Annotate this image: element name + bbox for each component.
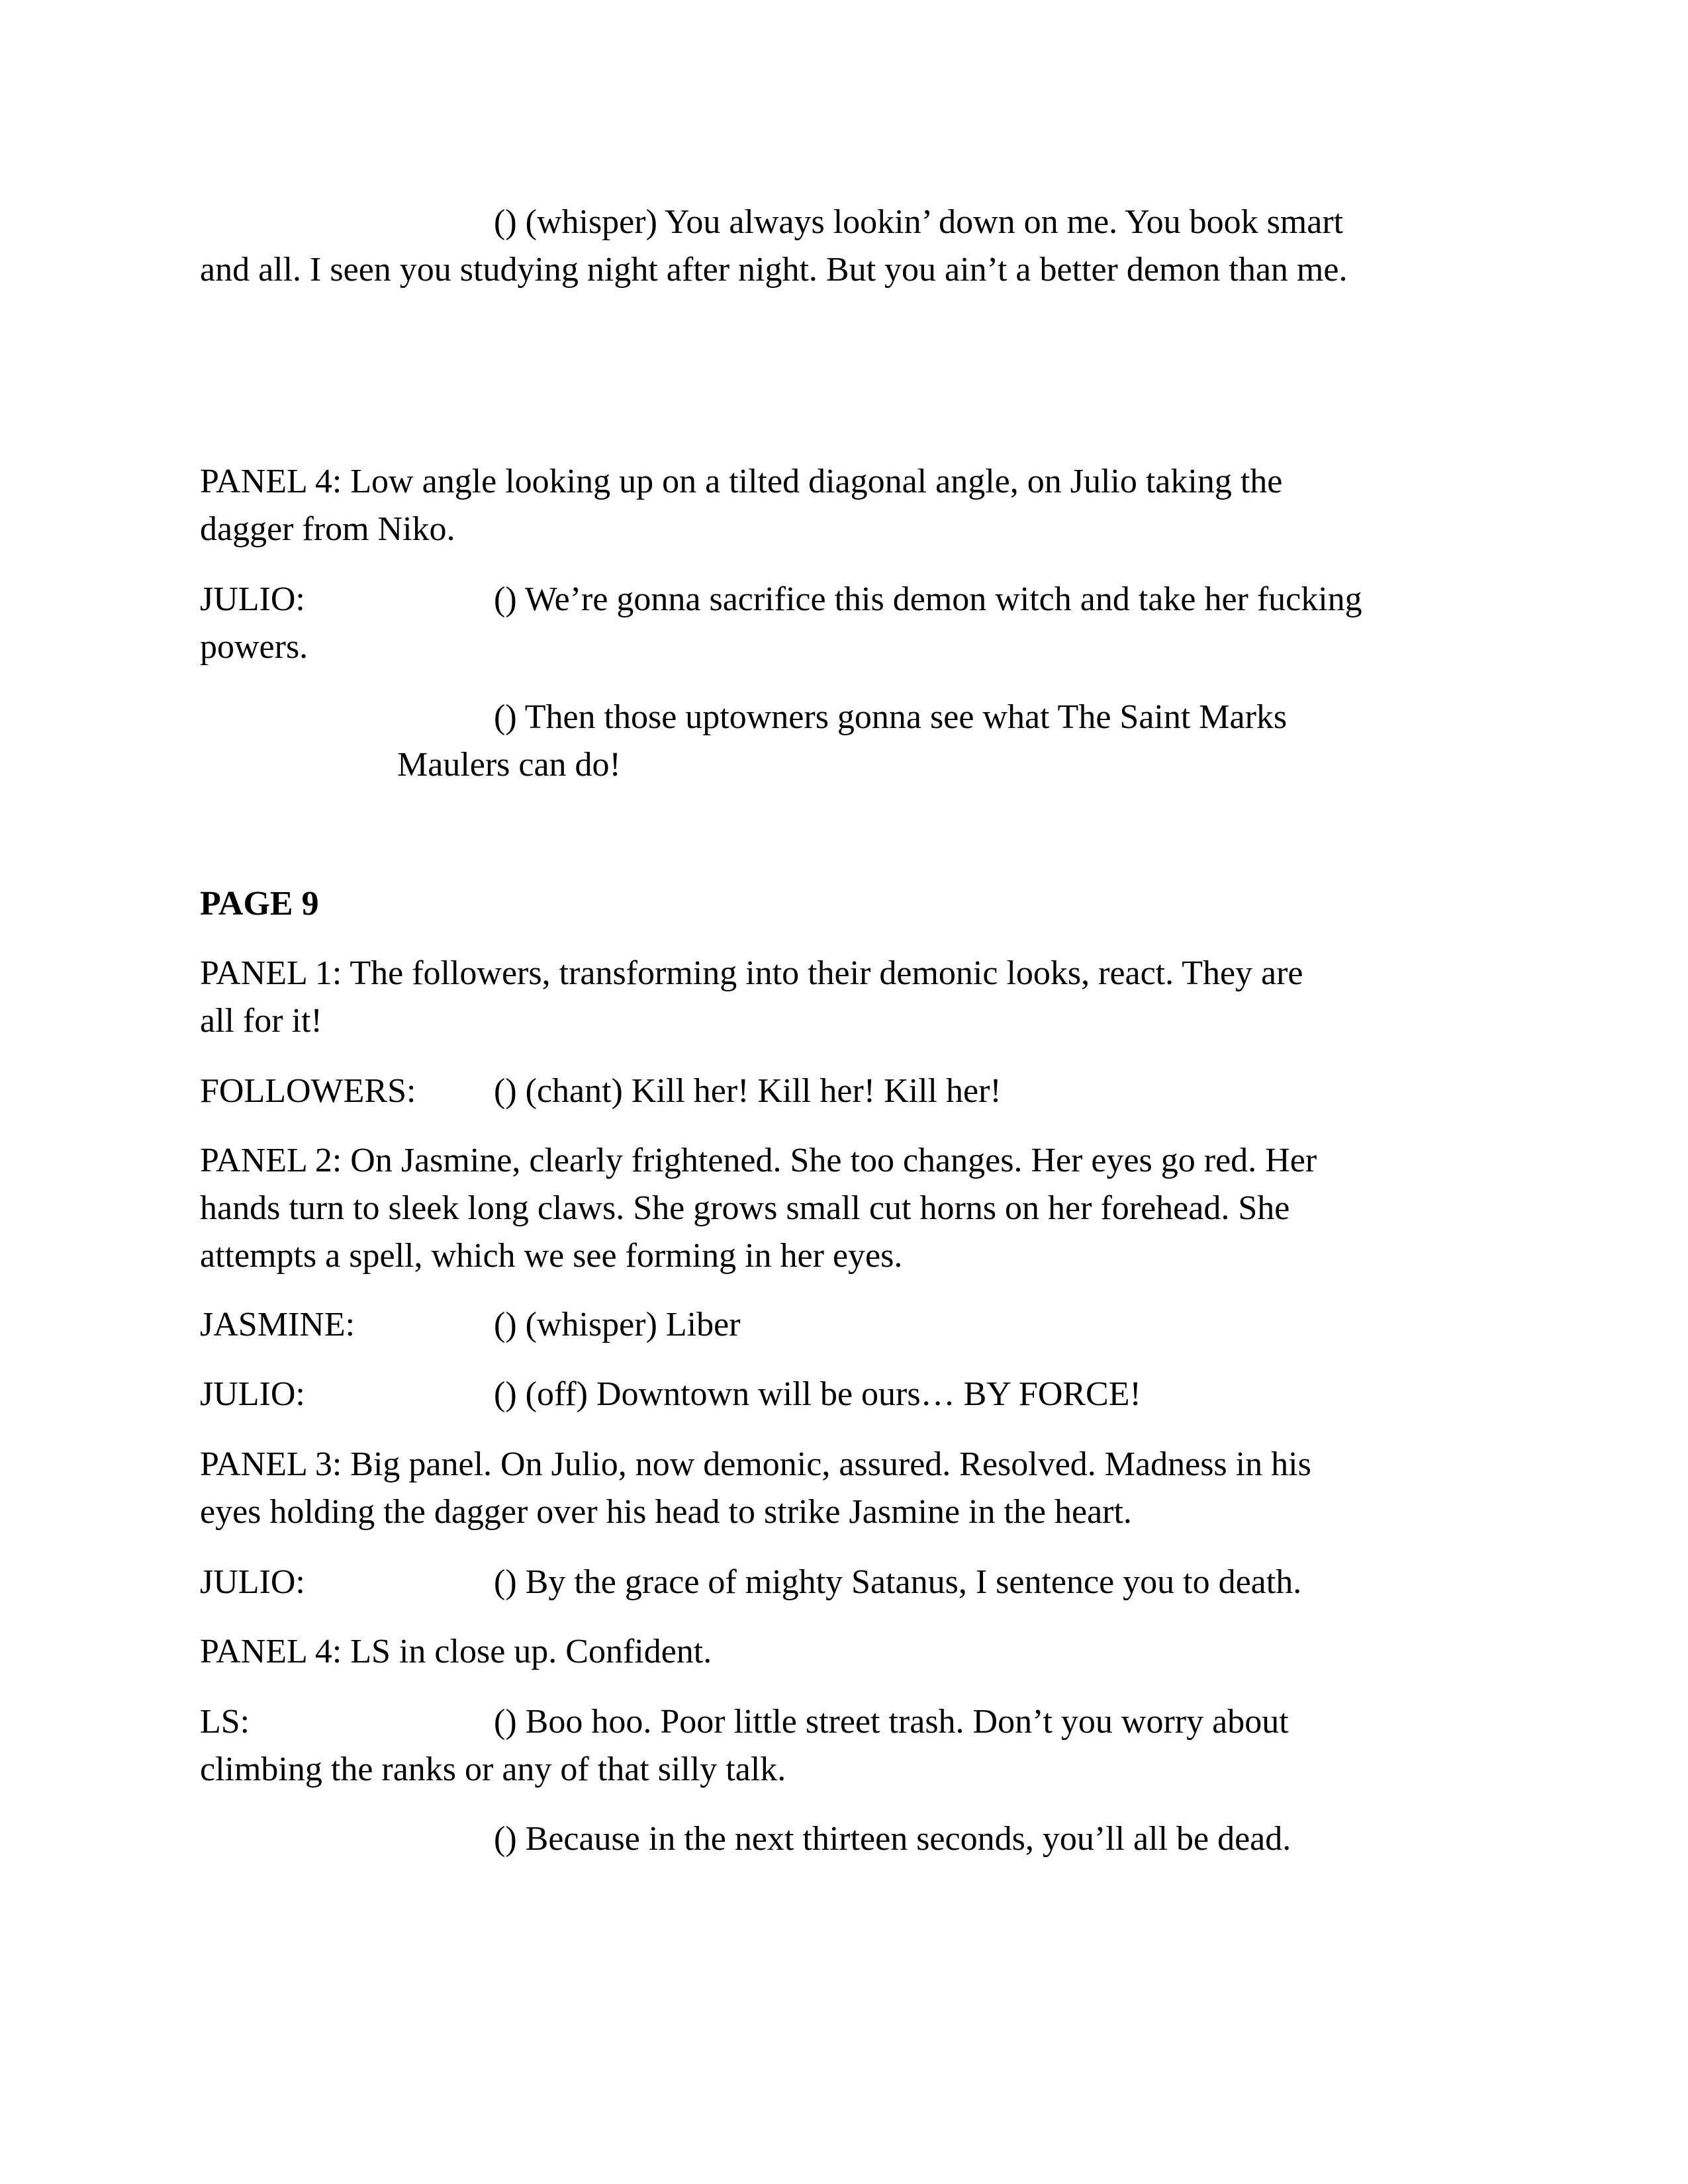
dialogue-line-wrap: Maulers can do!	[397, 746, 621, 784]
panel-text-wrap: hands turn to sleek long claws. She grows small cut horns on her forehead. She	[200, 1189, 1290, 1227]
continuation-dialogue	[200, 199, 1491, 294]
dialogue-line: () We’re gonna sacrifice this demon witch and take her fucking	[494, 580, 1362, 618]
panel-text: PANEL 2: On Jasmine, clearly frightened. She too changes. Her eyes go red. Her	[200, 1142, 1317, 1179]
panel-description	[200, 950, 1491, 1045]
panel-text: PANEL 3: Big panel. On Julio, now demonic, assured. Resolved. Madness in his	[200, 1445, 1311, 1483]
speaker-name: LS:	[200, 1703, 250, 1741]
page-heading: PAGE 9	[200, 885, 319, 923]
dialogue-ls	[200, 1698, 1491, 1794]
dialogue-line: () (whisper) You always lookin’ down on me. You book smart	[494, 203, 1344, 241]
dialogue-line: () By the grace of mighty Satanus, I sentence you to death.	[494, 1563, 1302, 1601]
speaker-name: JASMINE:	[200, 1306, 355, 1343]
panel-description	[200, 458, 1491, 553]
dialogue-line-wrap: and all. I seen you studying night after night. But you ain’t a better demon than me.	[200, 251, 1348, 289]
continuation-dialogue	[200, 1815, 1491, 1863]
panel-description	[200, 1441, 1491, 1536]
panel-description	[200, 1628, 1491, 1676]
dialogue-followers	[200, 1068, 1491, 1115]
dialogue-line: () Boo hoo. Poor little street trash. Don’t you worry about	[494, 1703, 1289, 1741]
dialogue-julio	[200, 576, 1491, 671]
panel-text-wrap: all for it!	[200, 1002, 322, 1040]
panel-text-wrap: attempts a spell, which we see forming in her eyes.	[200, 1237, 903, 1275]
dialogue-julio	[200, 1371, 1491, 1418]
speaker-name: JULIO:	[200, 580, 305, 618]
dialogue-line: () (whisper) Liber	[494, 1306, 741, 1343]
dialogue-line: () Because in the next thirteen seconds, you’ll all be dead.	[494, 1820, 1291, 1858]
panel-text: PANEL 4: Low angle looking up on a tilted diagonal angle, on Julio taking the	[200, 463, 1283, 500]
dialogue-line: () (off) Downtown will be ours… BY FORCE!	[494, 1375, 1141, 1413]
dialogue-line-wrap: climbing the ranks or any of that silly talk.	[200, 1751, 786, 1788]
dialogue-julio	[200, 1559, 1491, 1606]
panel-text: PANEL 1: The followers, transforming into their demonic looks, react. They are	[200, 954, 1303, 992]
panel-text-wrap: eyes holding the dagger over his head to strike Jasmine in the heart.	[200, 1493, 1132, 1531]
continuation-dialogue-hanging	[200, 694, 1491, 789]
dialogue-line-wrap: powers.	[200, 628, 308, 666]
dialogue-line: () (chant) Kill her! Kill her! Kill her!	[494, 1072, 1002, 1110]
panel-description	[200, 1137, 1491, 1280]
panel-text: PANEL 4: LS in close up. Confident.	[200, 1633, 712, 1670]
speaker-name: FOLLOWERS:	[200, 1072, 416, 1110]
speaker-name: JULIO:	[200, 1375, 305, 1413]
dialogue-line: () Then those uptowners gonna see what The Saint Marks	[494, 698, 1288, 736]
panel-text-wrap: dagger from Niko.	[200, 510, 455, 548]
speaker-name: JULIO:	[200, 1563, 305, 1601]
dialogue-jasmine	[200, 1301, 1491, 1349]
